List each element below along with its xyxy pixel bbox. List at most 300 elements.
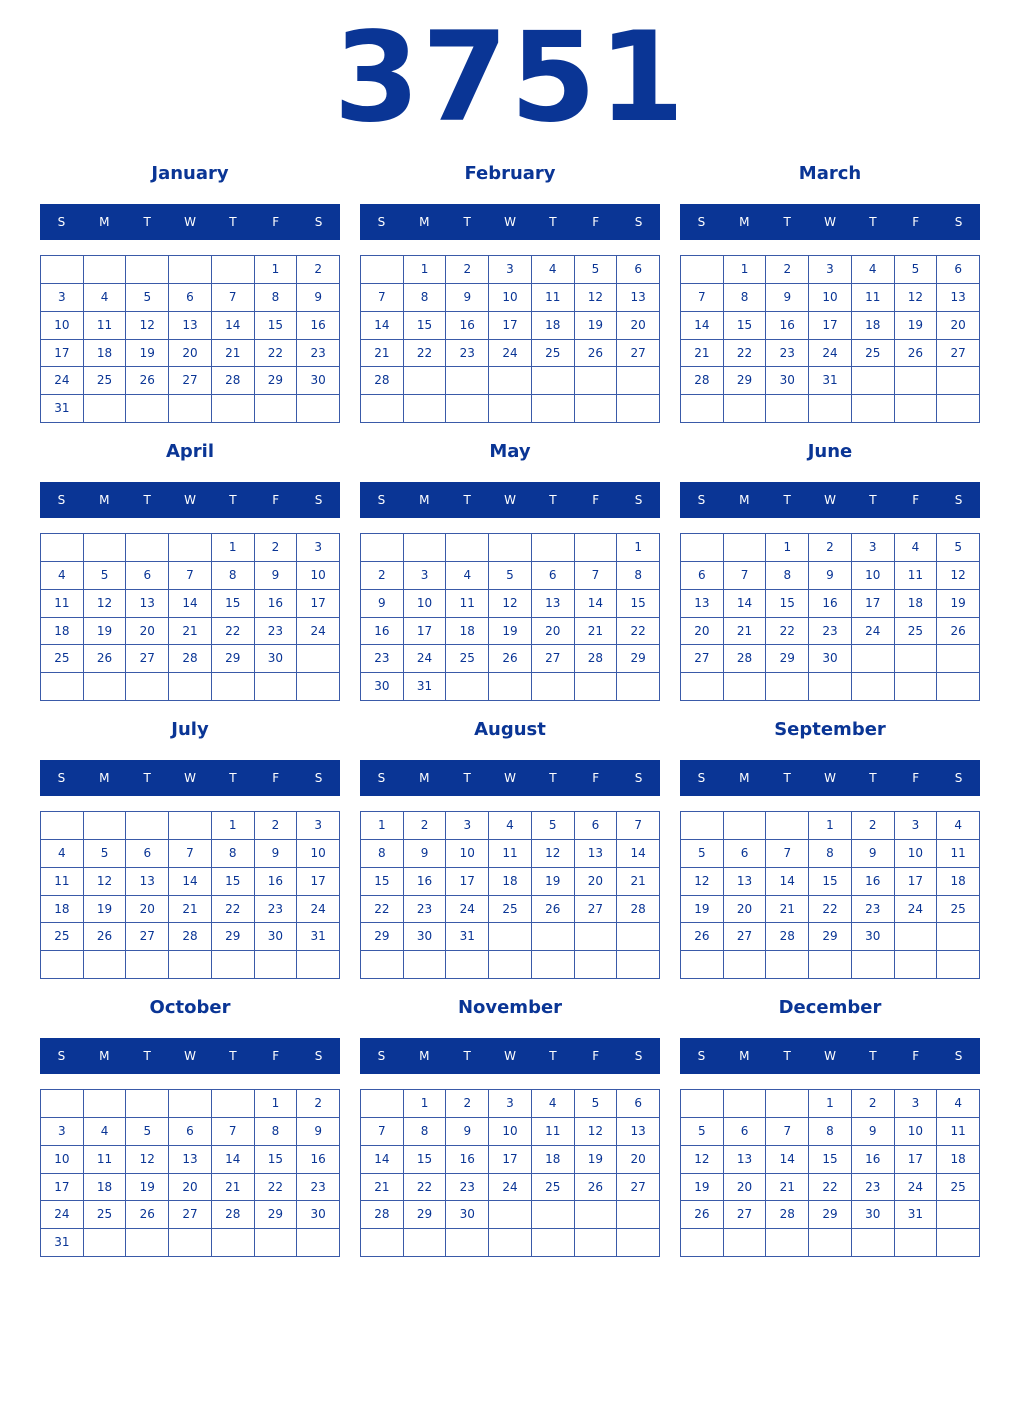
- day-cell: 13: [724, 868, 767, 896]
- day-cell: 11: [852, 284, 895, 312]
- empty-cell: [852, 395, 895, 423]
- day-cell: 11: [84, 1146, 127, 1174]
- empty-cell: [169, 951, 212, 979]
- day-cell: 7: [361, 1118, 404, 1146]
- day-cell: 12: [575, 1118, 618, 1146]
- day-cell: 24: [489, 340, 532, 368]
- empty-cell: [41, 673, 84, 701]
- weekday-label: M: [419, 771, 430, 785]
- day-cell: 8: [617, 562, 660, 590]
- day-cell: 11: [41, 868, 84, 896]
- weekday-label: M: [739, 215, 750, 229]
- empty-cell: [297, 951, 340, 979]
- day-cell: 4: [41, 562, 84, 590]
- day-cell: 2: [809, 534, 852, 562]
- day-cell: 3: [809, 256, 852, 284]
- empty-cell: [937, 1229, 980, 1257]
- day-cell: 13: [126, 590, 169, 618]
- day-cell: 9: [852, 840, 895, 868]
- day-cell: 16: [404, 868, 447, 896]
- day-cell: 24: [404, 645, 447, 673]
- day-cell: 11: [446, 590, 489, 618]
- day-cell: 14: [169, 590, 212, 618]
- weekday-label: F: [592, 215, 600, 229]
- weekday-label: S: [377, 493, 386, 507]
- day-cell: 29: [617, 645, 660, 673]
- day-cell: 25: [489, 896, 532, 924]
- empty-cell: [446, 367, 489, 395]
- empty-cell: [361, 256, 404, 284]
- weekday-label: S: [634, 215, 643, 229]
- day-cell: 25: [937, 896, 980, 924]
- day-cell: 31: [446, 923, 489, 951]
- day-cell: 31: [297, 923, 340, 951]
- empty-cell: [895, 673, 938, 701]
- day-cell: 4: [937, 1090, 980, 1118]
- day-cell: 4: [937, 812, 980, 840]
- empty-cell: [575, 534, 618, 562]
- day-cell: 13: [724, 1146, 767, 1174]
- day-cell: 28: [169, 645, 212, 673]
- weekday-label: W: [504, 1049, 516, 1063]
- day-cell: 16: [446, 312, 489, 340]
- day-cell: 20: [937, 312, 980, 340]
- day-cell: 16: [255, 590, 298, 618]
- day-cell: 19: [532, 868, 575, 896]
- empty-cell: [169, 812, 212, 840]
- day-cell: 17: [895, 868, 938, 896]
- weekday-label: S: [57, 215, 66, 229]
- empty-cell: [617, 923, 660, 951]
- day-cell: 21: [361, 1174, 404, 1202]
- empty-cell: [446, 951, 489, 979]
- day-cell: 22: [404, 340, 447, 368]
- day-cell: 9: [255, 840, 298, 868]
- month-name: January: [151, 163, 229, 184]
- day-cell: 2: [255, 812, 298, 840]
- day-cell: 21: [766, 1174, 809, 1202]
- day-cell: 17: [446, 868, 489, 896]
- day-cell: 9: [446, 284, 489, 312]
- weekday-label: T: [463, 1049, 471, 1063]
- empty-cell: [212, 951, 255, 979]
- day-cell: 6: [169, 284, 212, 312]
- day-cell: 10: [895, 1118, 938, 1146]
- day-cell: 12: [532, 840, 575, 868]
- weekday-label: M: [99, 493, 110, 507]
- day-cell: 1: [361, 812, 404, 840]
- weekday-label: F: [912, 1049, 920, 1063]
- day-cell: 25: [895, 618, 938, 646]
- day-cell: 7: [361, 284, 404, 312]
- empty-cell: [489, 923, 532, 951]
- weekday-label: S: [697, 215, 706, 229]
- day-cell: 29: [809, 923, 852, 951]
- empty-cell: [297, 1229, 340, 1257]
- weekday-label: S: [57, 493, 66, 507]
- day-cell: 27: [681, 645, 724, 673]
- day-cell: 16: [766, 312, 809, 340]
- day-cell: 27: [724, 1201, 767, 1229]
- day-cell: 28: [766, 923, 809, 951]
- day-cell: 23: [852, 896, 895, 924]
- day-cell: 27: [575, 896, 618, 924]
- empty-cell: [255, 951, 298, 979]
- day-cell: 14: [169, 868, 212, 896]
- empty-cell: [489, 395, 532, 423]
- day-cell: 12: [489, 590, 532, 618]
- weekday-label: F: [912, 493, 920, 507]
- day-cell: 8: [404, 284, 447, 312]
- empty-cell: [766, 395, 809, 423]
- empty-cell: [84, 1229, 127, 1257]
- day-cell: 12: [895, 284, 938, 312]
- day-cell: 22: [617, 618, 660, 646]
- day-cell: 27: [617, 1174, 660, 1202]
- day-cell: 21: [681, 340, 724, 368]
- day-cell: 1: [724, 256, 767, 284]
- day-grid: [680, 1089, 980, 1257]
- month-name: February: [464, 163, 556, 184]
- day-grid: [40, 1089, 340, 1257]
- empty-cell: [575, 923, 618, 951]
- day-cell: 12: [84, 868, 127, 896]
- empty-cell: [617, 1229, 660, 1257]
- day-cell: 16: [255, 868, 298, 896]
- weekday-label: S: [697, 1049, 706, 1063]
- day-cell: 3: [895, 1090, 938, 1118]
- day-cell: 6: [532, 562, 575, 590]
- day-cell: 19: [126, 1174, 169, 1202]
- day-cell: 17: [41, 340, 84, 368]
- day-cell: 2: [852, 1090, 895, 1118]
- weekday-label: T: [463, 493, 471, 507]
- day-cell: 9: [446, 1118, 489, 1146]
- day-cell: 30: [297, 367, 340, 395]
- day-cell: 16: [297, 312, 340, 340]
- day-cell: 18: [84, 340, 127, 368]
- weekday-header: [680, 204, 980, 240]
- empty-cell: [126, 673, 169, 701]
- empty-cell: [575, 1201, 618, 1229]
- empty-cell: [489, 367, 532, 395]
- day-cell: 15: [212, 868, 255, 896]
- day-cell: 23: [852, 1174, 895, 1202]
- day-cell: 9: [766, 284, 809, 312]
- empty-cell: [297, 395, 340, 423]
- empty-cell: [681, 951, 724, 979]
- day-cell: 14: [724, 590, 767, 618]
- day-cell: 7: [681, 284, 724, 312]
- day-cell: 21: [575, 618, 618, 646]
- weekday-label: S: [377, 215, 386, 229]
- weekday-label: T: [463, 771, 471, 785]
- empty-cell: [766, 673, 809, 701]
- day-cell: 11: [895, 562, 938, 590]
- empty-cell: [489, 673, 532, 701]
- empty-cell: [852, 367, 895, 395]
- empty-cell: [41, 812, 84, 840]
- empty-cell: [126, 534, 169, 562]
- empty-cell: [681, 673, 724, 701]
- empty-cell: [84, 673, 127, 701]
- day-cell: 19: [575, 312, 618, 340]
- day-cell: 20: [617, 312, 660, 340]
- weekday-header: [360, 1038, 660, 1074]
- day-cell: 19: [126, 340, 169, 368]
- weekday-header: [360, 482, 660, 518]
- day-cell: 5: [937, 534, 980, 562]
- day-cell: 26: [681, 923, 724, 951]
- day-cell: 1: [404, 1090, 447, 1118]
- day-cell: 22: [766, 618, 809, 646]
- day-cell: 20: [724, 1174, 767, 1202]
- day-cell: 10: [41, 312, 84, 340]
- day-cell: 30: [297, 1201, 340, 1229]
- weekday-label: T: [869, 493, 877, 507]
- day-cell: 24: [41, 1201, 84, 1229]
- day-cell: 23: [297, 1174, 340, 1202]
- empty-cell: [255, 1229, 298, 1257]
- day-cell: 18: [41, 896, 84, 924]
- day-grid: [40, 533, 340, 701]
- weekday-label: S: [314, 771, 323, 785]
- day-cell: 15: [766, 590, 809, 618]
- day-cell: 19: [681, 1174, 724, 1202]
- weekday-header: [680, 1038, 980, 1074]
- day-cell: 18: [489, 868, 532, 896]
- empty-cell: [724, 534, 767, 562]
- day-cell: 6: [575, 812, 618, 840]
- empty-cell: [937, 645, 980, 673]
- empty-cell: [446, 1229, 489, 1257]
- day-cell: 10: [297, 562, 340, 590]
- day-cell: 3: [404, 562, 447, 590]
- empty-cell: [937, 1201, 980, 1229]
- weekday-label: S: [314, 1049, 323, 1063]
- day-cell: 17: [895, 1146, 938, 1174]
- weekday-label: S: [57, 1049, 66, 1063]
- day-cell: 19: [489, 618, 532, 646]
- empty-cell: [895, 951, 938, 979]
- day-cell: 30: [446, 1201, 489, 1229]
- day-cell: 5: [895, 256, 938, 284]
- empty-cell: [766, 951, 809, 979]
- day-grid: [360, 1089, 660, 1257]
- day-cell: 16: [361, 618, 404, 646]
- day-cell: 5: [126, 1118, 169, 1146]
- day-cell: 10: [297, 840, 340, 868]
- weekday-label: T: [143, 493, 151, 507]
- empty-cell: [852, 951, 895, 979]
- day-cell: 15: [361, 868, 404, 896]
- day-cell: 29: [212, 645, 255, 673]
- day-cell: 13: [681, 590, 724, 618]
- day-cell: 9: [297, 1118, 340, 1146]
- weekday-label: W: [184, 1049, 196, 1063]
- empty-cell: [404, 534, 447, 562]
- weekday-label: F: [912, 215, 920, 229]
- day-cell: 30: [404, 923, 447, 951]
- empty-cell: [446, 673, 489, 701]
- empty-cell: [489, 1229, 532, 1257]
- weekday-header: [40, 204, 340, 240]
- day-cell: 12: [575, 284, 618, 312]
- day-cell: 2: [766, 256, 809, 284]
- day-cell: 23: [255, 618, 298, 646]
- day-cell: 28: [361, 367, 404, 395]
- empty-cell: [724, 951, 767, 979]
- empty-cell: [169, 1229, 212, 1257]
- empty-cell: [404, 951, 447, 979]
- weekday-header: [360, 204, 660, 240]
- weekday-label: T: [229, 215, 237, 229]
- weekday-label: S: [314, 215, 323, 229]
- empty-cell: [681, 1229, 724, 1257]
- month-name: July: [171, 719, 209, 740]
- day-cell: 9: [404, 840, 447, 868]
- empty-cell: [532, 1201, 575, 1229]
- day-cell: 29: [255, 1201, 298, 1229]
- day-cell: 25: [84, 367, 127, 395]
- day-cell: 28: [617, 896, 660, 924]
- empty-cell: [84, 256, 127, 284]
- empty-cell: [169, 256, 212, 284]
- empty-cell: [126, 951, 169, 979]
- day-cell: 19: [937, 590, 980, 618]
- day-cell: 25: [532, 1174, 575, 1202]
- day-cell: 17: [489, 1146, 532, 1174]
- day-cell: 20: [169, 340, 212, 368]
- day-cell: 30: [852, 1201, 895, 1229]
- empty-cell: [532, 673, 575, 701]
- day-cell: 12: [937, 562, 980, 590]
- weekday-label: S: [314, 493, 323, 507]
- day-cell: 10: [404, 590, 447, 618]
- day-cell: 7: [766, 1118, 809, 1146]
- month-name: May: [489, 441, 531, 462]
- day-cell: 1: [809, 812, 852, 840]
- weekday-label: T: [783, 1049, 791, 1063]
- empty-cell: [532, 367, 575, 395]
- day-cell: 26: [575, 340, 618, 368]
- day-cell: 5: [84, 562, 127, 590]
- day-cell: 2: [297, 1090, 340, 1118]
- day-cell: 3: [446, 812, 489, 840]
- weekday-label: T: [229, 493, 237, 507]
- day-cell: 2: [404, 812, 447, 840]
- day-cell: 4: [84, 284, 127, 312]
- weekday-label: F: [592, 771, 600, 785]
- month-name: December: [778, 997, 882, 1018]
- day-cell: 9: [361, 590, 404, 618]
- empty-cell: [212, 256, 255, 284]
- empty-cell: [41, 951, 84, 979]
- empty-cell: [617, 367, 660, 395]
- empty-cell: [169, 534, 212, 562]
- weekday-label: F: [592, 493, 600, 507]
- day-cell: 31: [404, 673, 447, 701]
- day-cell: 28: [212, 1201, 255, 1229]
- day-cell: 25: [446, 645, 489, 673]
- day-cell: 18: [532, 312, 575, 340]
- empty-cell: [681, 534, 724, 562]
- empty-cell: [84, 1090, 127, 1118]
- day-cell: 31: [895, 1201, 938, 1229]
- day-grid: [360, 811, 660, 979]
- weekday-label: W: [184, 215, 196, 229]
- weekday-label: F: [592, 1049, 600, 1063]
- day-cell: 20: [575, 868, 618, 896]
- day-cell: 15: [809, 868, 852, 896]
- day-cell: 12: [126, 312, 169, 340]
- day-cell: 23: [809, 618, 852, 646]
- empty-cell: [532, 951, 575, 979]
- day-cell: 9: [852, 1118, 895, 1146]
- day-cell: 22: [212, 618, 255, 646]
- day-cell: 23: [404, 896, 447, 924]
- weekday-label: W: [184, 493, 196, 507]
- day-cell: 18: [84, 1174, 127, 1202]
- weekday-label: T: [229, 771, 237, 785]
- day-cell: 16: [809, 590, 852, 618]
- day-grid: [360, 255, 660, 423]
- weekday-label: S: [377, 771, 386, 785]
- day-cell: 1: [404, 256, 447, 284]
- empty-cell: [41, 256, 84, 284]
- day-cell: 4: [41, 840, 84, 868]
- day-cell: 5: [575, 256, 618, 284]
- empty-cell: [895, 395, 938, 423]
- day-cell: 8: [361, 840, 404, 868]
- day-cell: 5: [126, 284, 169, 312]
- weekday-label: W: [824, 771, 836, 785]
- day-cell: 13: [169, 1146, 212, 1174]
- weekday-label: W: [184, 771, 196, 785]
- weekday-label: F: [272, 493, 280, 507]
- weekday-label: T: [229, 1049, 237, 1063]
- day-cell: 18: [532, 1146, 575, 1174]
- day-cell: 11: [532, 1118, 575, 1146]
- day-cell: 13: [617, 284, 660, 312]
- day-cell: 10: [489, 284, 532, 312]
- day-cell: 5: [84, 840, 127, 868]
- day-cell: 23: [255, 896, 298, 924]
- day-cell: 14: [212, 312, 255, 340]
- day-cell: 2: [255, 534, 298, 562]
- weekday-label: M: [419, 215, 430, 229]
- day-cell: 15: [404, 312, 447, 340]
- weekday-label: F: [912, 771, 920, 785]
- weekday-label: M: [99, 771, 110, 785]
- day-cell: 5: [681, 840, 724, 868]
- day-cell: 29: [212, 923, 255, 951]
- day-cell: 17: [404, 618, 447, 646]
- day-cell: 17: [41, 1174, 84, 1202]
- day-grid: [680, 811, 980, 979]
- day-cell: 23: [297, 340, 340, 368]
- day-cell: 22: [809, 1174, 852, 1202]
- day-cell: 10: [809, 284, 852, 312]
- empty-cell: [809, 951, 852, 979]
- weekday-label: W: [824, 1049, 836, 1063]
- day-cell: 17: [297, 590, 340, 618]
- day-cell: 20: [617, 1146, 660, 1174]
- day-cell: 25: [937, 1174, 980, 1202]
- weekday-label: W: [504, 771, 516, 785]
- day-cell: 15: [404, 1146, 447, 1174]
- day-cell: 27: [169, 367, 212, 395]
